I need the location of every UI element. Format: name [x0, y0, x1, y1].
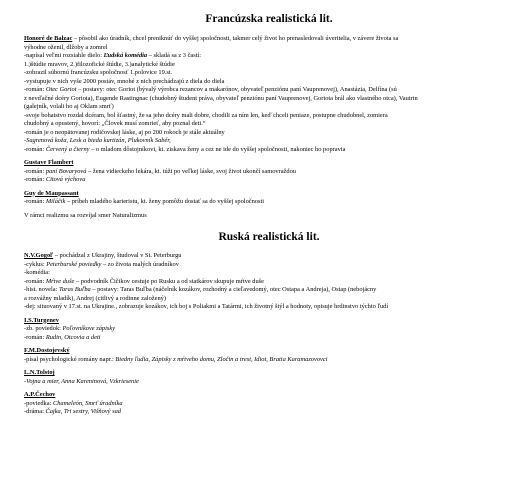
maupassant-line: -román: Miláčik – príbeh mladého karieristu, kt. ženy pomôžu dostať sa do vyššej spoločnosti	[24, 198, 265, 205]
maupassant-block	[24, 190, 514, 207]
balzac-line: z nevďačné dcéry Goriota), Eugende Rastingnac (chudobný študent práva, obyvateľ penziónu paní Vauprenovej, Goriota brál ako vlastného otca), Vautrin	[24, 94, 418, 102]
balzac-line: chudobný a opustený, hovorí: „Človek musí zomrieť, aby poznal deti.“	[24, 120, 206, 127]
balzac-block	[24, 35, 514, 154]
dostoevsky-author-name: F.M.Dostojevský	[24, 347, 70, 354]
balzac-line: -svoje bohatstvo rozdal dcéram, bol šťastný, že sa jeho dcéry mali dobre, chodili za ním len, keď chceli peniaze, postupne chudobnel, zomiera	[24, 111, 388, 119]
gogol-line: -cyklus: Peterburské poviedky – zo života malých úradníkov	[24, 260, 179, 268]
tolstoy-line: -Vojna a mier, Anna Kareninová, Vzkriesenie	[24, 377, 139, 385]
flaubert-line: -román: Citová výchova	[24, 176, 86, 183]
turgenev-line: -román: Rudin, Otcovia a deti	[24, 333, 101, 341]
balzac-line: -vystupuje v nich vyše 2000 postáv, mnohé z nich prechádzajú z diela do diela	[24, 77, 225, 85]
french-section-title: Francúzska realistická lit.	[205, 13, 333, 25]
balzac-line: -román je o neopätovanej rodičovskej láske, aj po 200 rokoch je stále aktuálny	[24, 128, 225, 136]
turgenev-author-name: I.S.Turgenev	[24, 316, 59, 324]
chekhov-author-name: A.P.Čechov	[24, 391, 56, 398]
turgenev-block	[24, 317, 514, 343]
balzac-line: -román: Otec Goriot – postavy: otec Goriot (bývalý výrobca rezancov a makarónov, obyvateľ penziónu paní Vauprenovej), Anastázia, Delfína (sú	[24, 86, 397, 93]
tolstoy-author-name: L.N.Tolstoj	[24, 369, 55, 376]
gogol-line: -komédia:	[24, 269, 50, 276]
balzac-line: -napísal veľmi rozsiahle dielo: Ľudská komédia – skladá sa z 3 častí:	[24, 52, 202, 59]
chekhov-line: -dráma: Čajka, Tri sestry, Višňový sad	[24, 408, 121, 415]
gogol-line: -dej: situovaný v 17.st. na Ukrajine., zobrazuje kozákov, ich boj s Poliakmi a Tatármi, ich životný štýl a hodnoty, opisuje hrdinstvo týchto ľudí	[24, 303, 389, 310]
flaubert-line: -román: paní Bovaryová – žena vidieckeho lekára, kt. túži po veľkej láske, svoj život ukončí samovraždou	[24, 167, 296, 175]
turgenev-line: -zb. poviedok: Poľovníkove zápisky	[24, 325, 116, 332]
balzac-works-line: -Sagrenová koža, Lesk a bieda kurtizán, Plukovník Sabér,	[24, 137, 171, 144]
maupassant-author-name: Guy de Maupassant	[24, 189, 79, 197]
balzac-line: -román: Červený a čierny – o mladom dôstojníkovi, kt. ziskava ženy a cez ne ide do vyššej spoločnosti, nakoniec ho popravia	[24, 145, 346, 153]
dostoevsky-block	[24, 347, 514, 364]
balzac-line: (galejník, volali ho aj Oklam smrť)	[24, 103, 114, 110]
chekhov-block	[24, 391, 514, 417]
flaubert-block	[24, 159, 514, 185]
chekhov-line: -poviedka: Chameleón, Smrť úradníka	[24, 399, 123, 407]
balzac-line: 1.)štúdie mravov, 2.)filozofické štúdie, 3.)analytické štúdie	[24, 60, 175, 68]
flaubert-author-name: Gustave Flambert	[24, 159, 74, 166]
gogol-line: -román: Mŕtve duše – podvodník Čičikov cestuje po Rusku a od statkárov skupuje mŕtve duše	[24, 277, 264, 285]
balzac-intro-line: Honoré de Balzac – pôsobil ako úradník, chcel preniknúť do vyššej spoločnosti, takmer celý život ho prenasledovali úveritelia, v závere života sa	[24, 35, 399, 42]
russian-section-title: Ruská realistická lit.	[218, 231, 320, 243]
gogol-line: a rozvážny mladík), Andrej (citlivý a rodinne založený)	[24, 294, 166, 302]
balzac-line: -zobrazil súbornú francúzsku spoločnosť 1.polovice 19.st.	[24, 69, 173, 76]
gogol-line: -hist. novela: Taras Buľba – postavy: Taras Buľba (náčelník kozákov, rozhodný a cieľavedomý, otec Ostapa a Andreja), Ostap (nebojácny	[24, 286, 377, 293]
balzac-author-name: Honoré de Balzac	[24, 35, 73, 42]
gogol-author-name: N.V.Gogoľ	[24, 252, 54, 259]
naturalism-note: V rámci realizmu sa rozvíjal smer Naturalizmus	[24, 211, 147, 219]
balzac-line: výhodne oženil, dlžoby a zomrel	[24, 43, 108, 51]
dostoevsky-line: -písal psychologické romány napr.: Biedny ľudia, Zápisky z mŕtveho domu, Zločin a trest, Idiot, Bratia Karamazovovci	[24, 355, 328, 363]
tolstoy-block	[24, 369, 514, 386]
gogol-block: N.V.Gogoľ – pochádzal z Ukrajiny, študoval v St. Peterburgu -cyklus: Peterburské poviedky – zo života malých úradníkov -komédia: -román: Mŕtve duše – podvodník Čičikov cestuje po Rusku a od statkárov skupuje mŕtve duše -hist. novela: Taras Buľba – postavy: Taras Buľba (náčelník kozákov, rozhodný a cieľavedomý, otec Ostapa a Andreja), Ostap (nebojácny a rozvážny mladík), Andrej (citlivý a rodinne založený) -dej: situovaný v 17.st. na Ukrajine., zobrazuje kozákov, ich boj s Poliakmi a Tatármi, ich životný štýl a hodnoty, opisuje hrdinstvo týchto ľudí	[24, 252, 514, 312]
